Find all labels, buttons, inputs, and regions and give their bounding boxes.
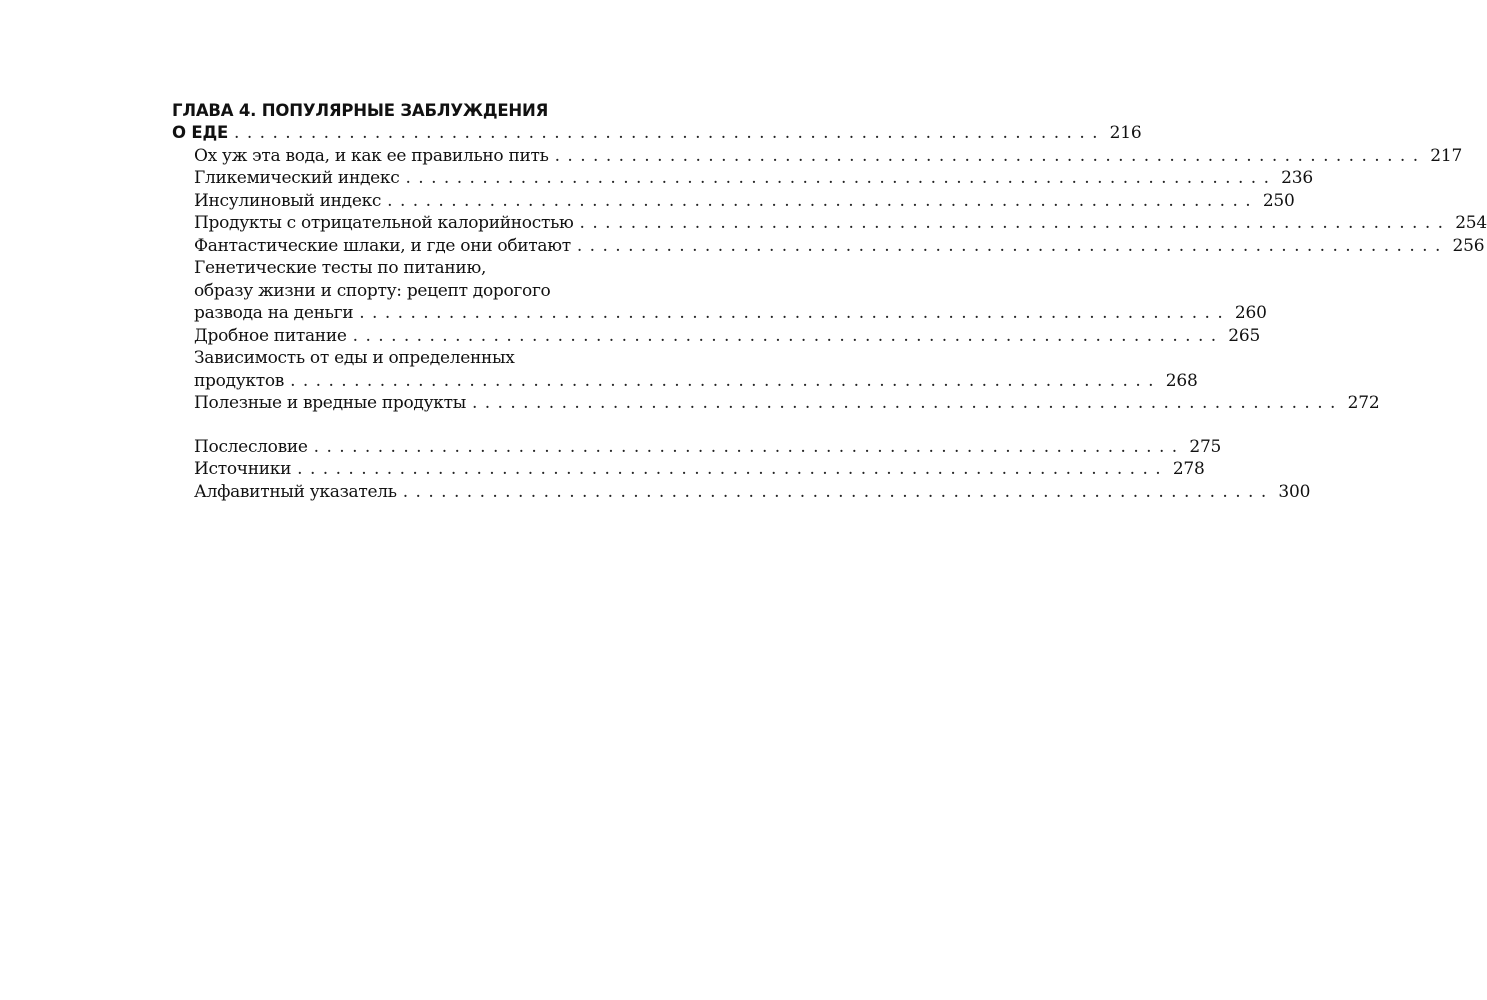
dot-leader <box>571 235 1451 258</box>
toc-entry[interactable] <box>172 145 1463 168</box>
dot-leader <box>228 122 1108 145</box>
entry-title-line: Зависимость от еды и определенных <box>194 348 515 368</box>
dot-leader <box>353 302 1233 325</box>
entry-title: Источники <box>194 459 292 479</box>
dot-leader <box>308 436 1188 459</box>
entry-title-line: образу жизни и спорту: рецепт дорогого <box>194 280 551 301</box>
dot-leader <box>291 458 1171 481</box>
entry-title: Дробное питание <box>194 325 347 346</box>
page-number: 254 <box>1455 213 1487 233</box>
entry-title: развода на деньги <box>194 303 354 323</box>
page-number: 250 <box>1262 190 1295 211</box>
toc-entry[interactable] <box>172 392 1380 415</box>
dot-leader <box>466 392 1346 415</box>
toc-entry-index[interactable] <box>172 481 1311 504</box>
toc-entry[interactable] <box>172 325 1261 348</box>
toc-entry-sources[interactable] <box>172 458 1205 481</box>
toc-entry[interactable] <box>172 167 1313 190</box>
chapter-heading-continued: О ЕДЕ <box>172 123 229 142</box>
toc-entry[interactable] <box>172 190 1295 213</box>
dot-leader <box>399 167 1279 190</box>
page-number: 278 <box>1172 459 1205 479</box>
page-number: 216 <box>1109 123 1142 143</box>
page-number: 217 <box>1430 145 1463 166</box>
section-spacer <box>172 415 702 436</box>
entry-title-line: Генетические тесты по питанию, <box>194 258 487 278</box>
page-number: 256 <box>1452 235 1485 256</box>
table-of-contents <box>172 99 1487 503</box>
toc-entry[interactable] <box>172 235 1485 258</box>
page-number: 236 <box>1281 168 1313 188</box>
page-number: 275 <box>1189 436 1222 457</box>
entry-title: Продукты с отрицательной калорийностью <box>194 213 574 233</box>
dot-leader <box>381 190 1261 213</box>
entry-title: Инсулиновый индекс <box>194 190 382 211</box>
dot-leader <box>397 481 1277 504</box>
toc-entry[interactable] <box>172 302 1267 325</box>
dot-leader <box>347 325 1227 348</box>
toc-entry[interactable] <box>172 370 1198 393</box>
entry-title: Гликемический индекс <box>194 168 400 188</box>
entry-title: Алфавитный указатель <box>194 481 397 502</box>
entry-title: Полезные и вредные продукты <box>194 393 466 413</box>
toc-entry[interactable] <box>172 212 1487 235</box>
dot-leader <box>549 145 1429 168</box>
toc-entry-afterword[interactable] <box>172 436 1222 459</box>
page-number: 260 <box>1234 303 1267 323</box>
entry-title: Ох уж эта вода, и как ее правильно пить <box>194 145 549 166</box>
entry-title: продуктов <box>194 370 285 391</box>
page-number: 265 <box>1228 325 1261 346</box>
page-number: 300 <box>1278 481 1311 502</box>
toc-entry-chapter-4[interactable] <box>172 122 1142 145</box>
entry-title: Фантастические шлаки, и где они обитают <box>194 235 571 256</box>
dot-leader <box>574 212 1454 235</box>
page-number: 272 <box>1347 393 1380 413</box>
dot-leader <box>284 370 1164 393</box>
chapter-heading: ГЛАВА 4. ПОПУЛЯРНЫЕ ЗАБЛУЖДЕНИЯ <box>172 101 549 120</box>
page-number: 268 <box>1165 370 1198 391</box>
entry-title: Послесловие <box>194 436 308 457</box>
